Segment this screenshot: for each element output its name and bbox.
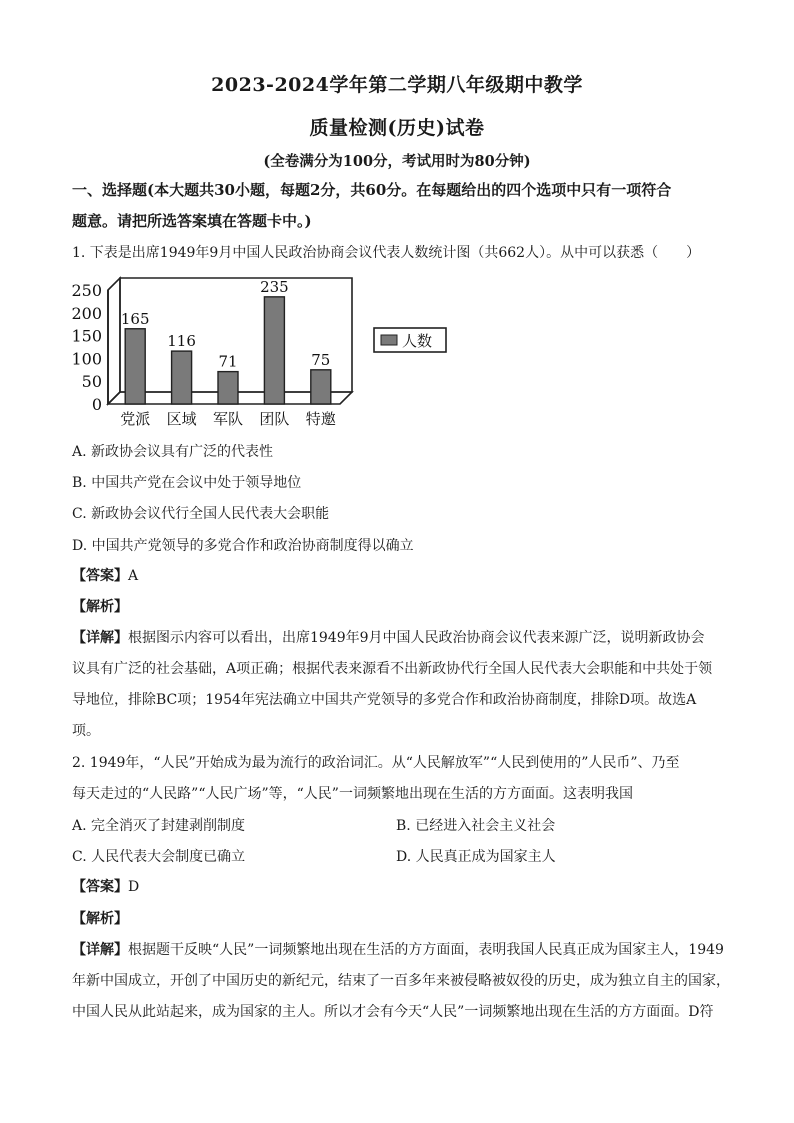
y-tick-label: 0 [91,395,102,414]
exam-title-line2: 质量检测(历史)试卷 [309,117,485,139]
q1-bar-chart [68,268,468,430]
q1-option-c: C. 新政协会议代行全国人民代表大会职能 [72,506,330,522]
analysis-tag: 【解析】 [72,911,128,927]
answer-tag: 【答案】 [72,568,128,584]
chart-bar [172,351,192,404]
answer-tag: 【答案】 [72,879,128,895]
q1-detail-line1 [72,629,732,647]
q1-option-a: A. 新政协会议具有广泛的代表性 [72,444,274,460]
q2-analysis [72,910,732,928]
q2-option-d: D. 人民真正成为国家主人 [396,849,556,865]
y-tick-label: 200 [71,303,102,323]
detail-tag: 【详解】 [72,630,128,646]
q2-detail-line2: 年新中国成立，开创了中国历史的新纪元，结束了一百多年来被侵略被奴役的历史，成为独立自主的国家， [72,973,730,989]
y-tick-label: 100 [71,349,102,369]
q1-option-b: B. 中国共产党在会议中处于领导地位 [72,475,302,491]
answer-value: D [128,879,140,895]
q1-option-d: D. 中国共产党领导的多党合作和政治协商制度得以确立 [72,538,414,554]
x-category-label: 军队 [212,410,244,428]
q2-detail-line1 [72,941,732,959]
y-tick-label: 50 [81,372,102,392]
q2-stem-line2: 每天走过的“人民路”“人民广场”等，“人民”一词频繁地出现在生活的方方面面。这表明我国 [72,786,633,802]
bar-value-label: 71 [218,352,238,371]
chart-bar [311,370,331,404]
chart-bar [125,329,145,404]
analysis-tag: 【解析】 [72,599,128,615]
q2-detail-line3: 中国人民从此站起来，成为国家的主人。所以才会有今天“人民”一词频繁地出现在生活的方方面面。D符 [72,1004,714,1020]
legend-swatch [381,335,397,345]
bar-value-label: 116 [167,332,196,351]
q2-option-c: C. 人民代表大会制度已确立 [72,849,246,865]
detail-text: 根据题干反映“人民”一词频繁地出现在生活的方方面面，表明我国人民真正成为国家主人，1949 [128,942,724,958]
section-heading-line1: 一、选择题(本大题共30小题，每题2分，共60分。在每题给出的四个选项中只有一项符合 [72,181,672,199]
bar-value-label: 75 [311,350,331,369]
answer-value: A [128,568,139,584]
bar-value-label: 235 [260,277,289,296]
x-category-label: 团队 [259,410,290,428]
q1-stem: 1. 下表是出席1949年9月中国人民政治协商会议代表人数统计图（共662人）。从中可以获悉（ ） [72,245,701,261]
chart-bar [264,297,284,404]
chart-legend [374,328,446,352]
chart-bars [125,297,331,404]
q1-answer [72,567,732,585]
y-tick-label: 150 [71,326,102,346]
q2-option-b: B. 已经进入社会主义社会 [396,818,556,834]
q1-analysis [72,598,732,616]
y-tick-label: 250 [71,281,102,300]
q1-detail-line4: 项。 [72,723,100,739]
q2-stem-line1: 2. 1949年，“人民”开始成为最为流行的政治词汇。从“人民解放军”“人民到使用的”人民币”、乃至 [72,755,680,771]
section-heading-line2: 题意。请把所选答案填在答题卡中。) [72,212,312,230]
chart-bar [218,372,238,404]
q2-option-a: A. 完全消灭了封建剥削制度 [72,818,246,834]
detail-text: 根据图示内容可以看出，出席1949年9月中国人民政治协商会议代表来源广泛，说明新政协会 [128,630,705,646]
q2-answer [72,878,732,896]
chart-labels [71,278,335,428]
x-category-label: 区域 [166,410,197,428]
q1-detail-line3: 导地位，排除BC项；1954年宪法确立中国共产党领导的多党合作和政治协商制度，排除D项。故选A [72,692,697,708]
q1-detail-line2: 议具有广泛的社会基础，A项正确；根据代表来源看不出新政协代行全国人民代表大会职能和中共处于领 [72,661,713,677]
x-category-label: 特邀 [305,410,336,428]
chart-left-wall [108,278,120,404]
exam-title-line1: 2023-2024学年第二学期八年级期中教学 [211,74,583,96]
x-category-label: 党派 [120,410,151,428]
detail-tag: 【详解】 [72,942,128,958]
bar-value-label: 165 [120,309,150,328]
exam-subtitle: (全卷满分为100分，考试用时为80分钟) [263,153,531,170]
legend-label: 人数 [402,332,433,350]
